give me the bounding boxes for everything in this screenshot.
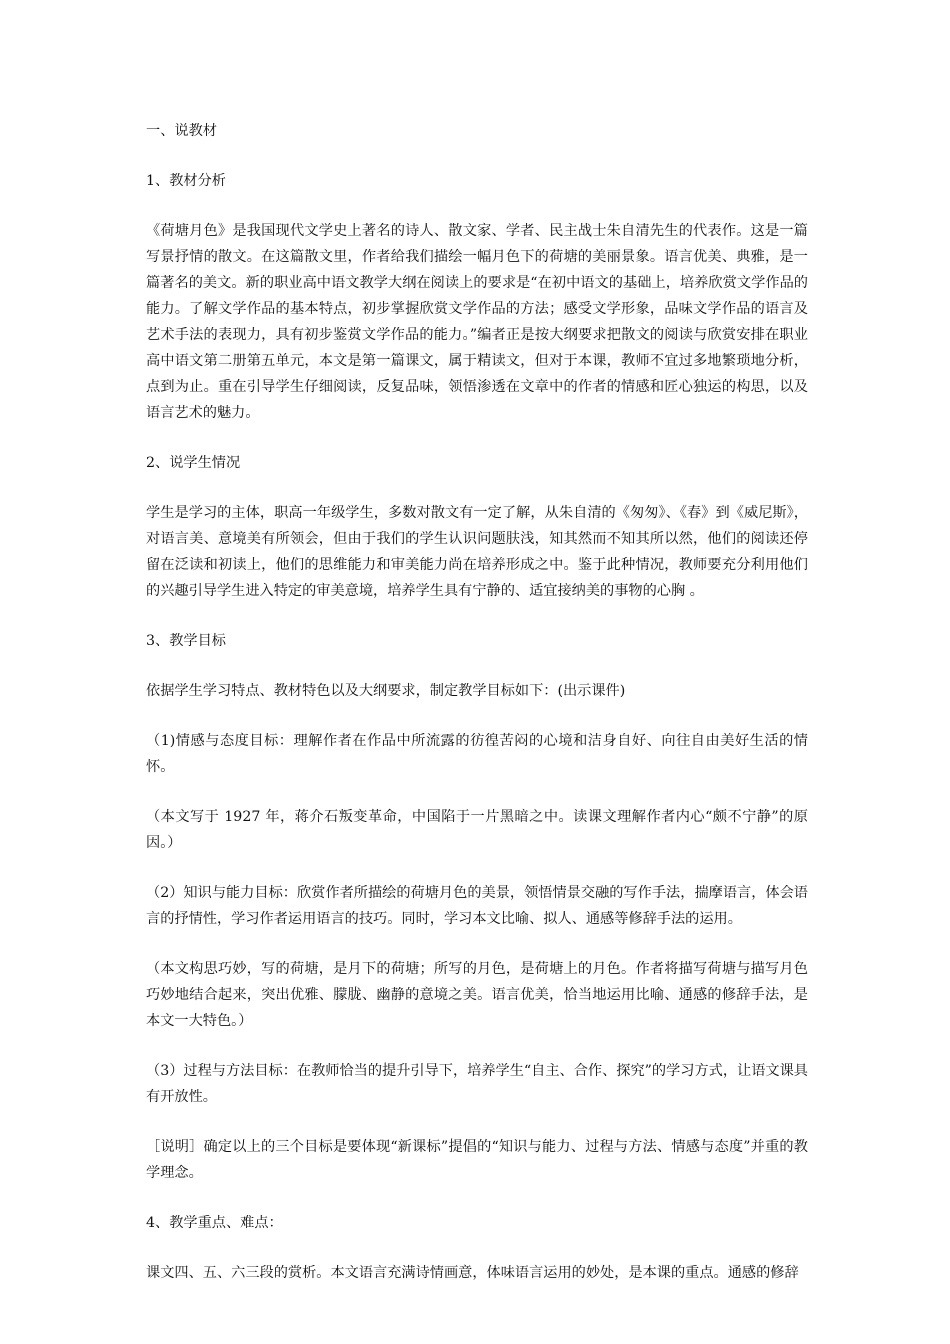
subheading-textbook-analysis: 1、教材分析 <box>146 173 226 189</box>
paragraph-goal-emotion: （1)情感与态度目标：理解作者在作品中所流露的彷徨苦闷的心境和洁身自好、向往自由美好生活的情怀。 <box>146 733 808 775</box>
document-body <box>146 118 808 1286</box>
section-heading-textbook: 一、说教材 <box>146 123 217 139</box>
paragraph-goal-knowledge: （2）知识与能力目标：欣赏作者所描绘的荷塘月色的美景，领悟情景交融的写作手法，揣摩语言，体会语言的抒情性，学习作者运用语言的技巧。同时，学习本文比喻、拟人、通感等修辞手法的运用。 <box>146 885 808 927</box>
subheading-student-situation: 2、说学生情况 <box>146 455 241 471</box>
paragraph-goals-intro: 依据学生学习特点、教材特色以及大纲要求，制定教学目标如下：(出示课件) <box>146 683 626 699</box>
subheading-teaching-goals: 3、教学目标 <box>146 633 226 649</box>
paragraph-goal-knowledge-note: （本文构思巧妙，写的荷塘，是月下的荷塘；所写的月色，是荷塘上的月色。作者将描写荷塘与描写月色巧妙地结合起来，突出优雅、朦胧、幽静的意境之美。语言优美，恰当地运用比喻、通感的修辞手法，是本文一大特色。） <box>146 961 808 1029</box>
paragraph-textbook-analysis: 《荷塘月色》是我国现代文学史上著名的诗人、散文家、学者、民主战士朱自清先生的代表作。这是一篇写景抒情的散文。在这篇散文里，作者给我们描绘一幅月色下的荷塘的美丽景象。语言优美、典雅，是一篇著名的美文。新的职业高中语文教学大纲在阅读上的要求是“在初中语文的基础上，培养欣赏文学作品的能力。了解文学作品的基本特点，初步掌握欣赏文学作品的方法；感受文学形象，品味文学作品的语言及艺术手法的表现力，具有初步鉴赏文学作品的能力。”编者正是按大纲要求把散文的阅读与欣赏安排在职业高中语文第二册第五单元，本文是第一篇课文，属于精读文，但对于本课，教师不宜过多地繁琐地分析，点到为止。重在引导学生仔细阅读，反复品味，领悟渗透在文章中的作者的情感和匠心独运的构思，以及语言艺术的魅力。 <box>146 223 808 421</box>
paragraph-student-situation: 学生是学习的主体，职高一年级学生，多数对散文有一定了解，从朱自清的《匆匆》、《春》到《威尼斯》，对语言美、意境美有所领会，但由于我们的学生认识问题肤浅，知其然而不知其所以然，他们的阅读还停留在泛读和初读上，他们的思维能力和审美能力尚在培养形成之中。鉴于此种情况，教师要充分利用他们的兴趣引导学生进入特定的审美意境，培养学生具有宁静的、适宜接纳美的事物的心胸 。 <box>146 505 808 599</box>
paragraph-explanation: ［说明］确定以上的三个目标是要体现“新课标”提倡的“知识与能力、过程与方法、情感与态度”并重的教学理念。 <box>146 1139 808 1181</box>
paragraph-goal-process: （3）过程与方法目标：在教师恰当的提升引导下，培养学生“自主、合作、探究”的学习方式，让语文课具有开放性。 <box>146 1063 808 1105</box>
paragraph-key-points: 课文四、五、六三段的赏析。本文语言充满诗情画意，体味语言运用的妙处，是本课的重点。通感的修辞 <box>146 1265 799 1281</box>
subheading-key-points: 4、教学重点、难点： <box>146 1215 283 1231</box>
paragraph-goal-emotion-note: （本文写于 1927 年，蒋介石叛变革命，中国陷于一片黑暗之中。读课文理解作者内心“颇不宁静”的原因。） <box>146 809 808 851</box>
